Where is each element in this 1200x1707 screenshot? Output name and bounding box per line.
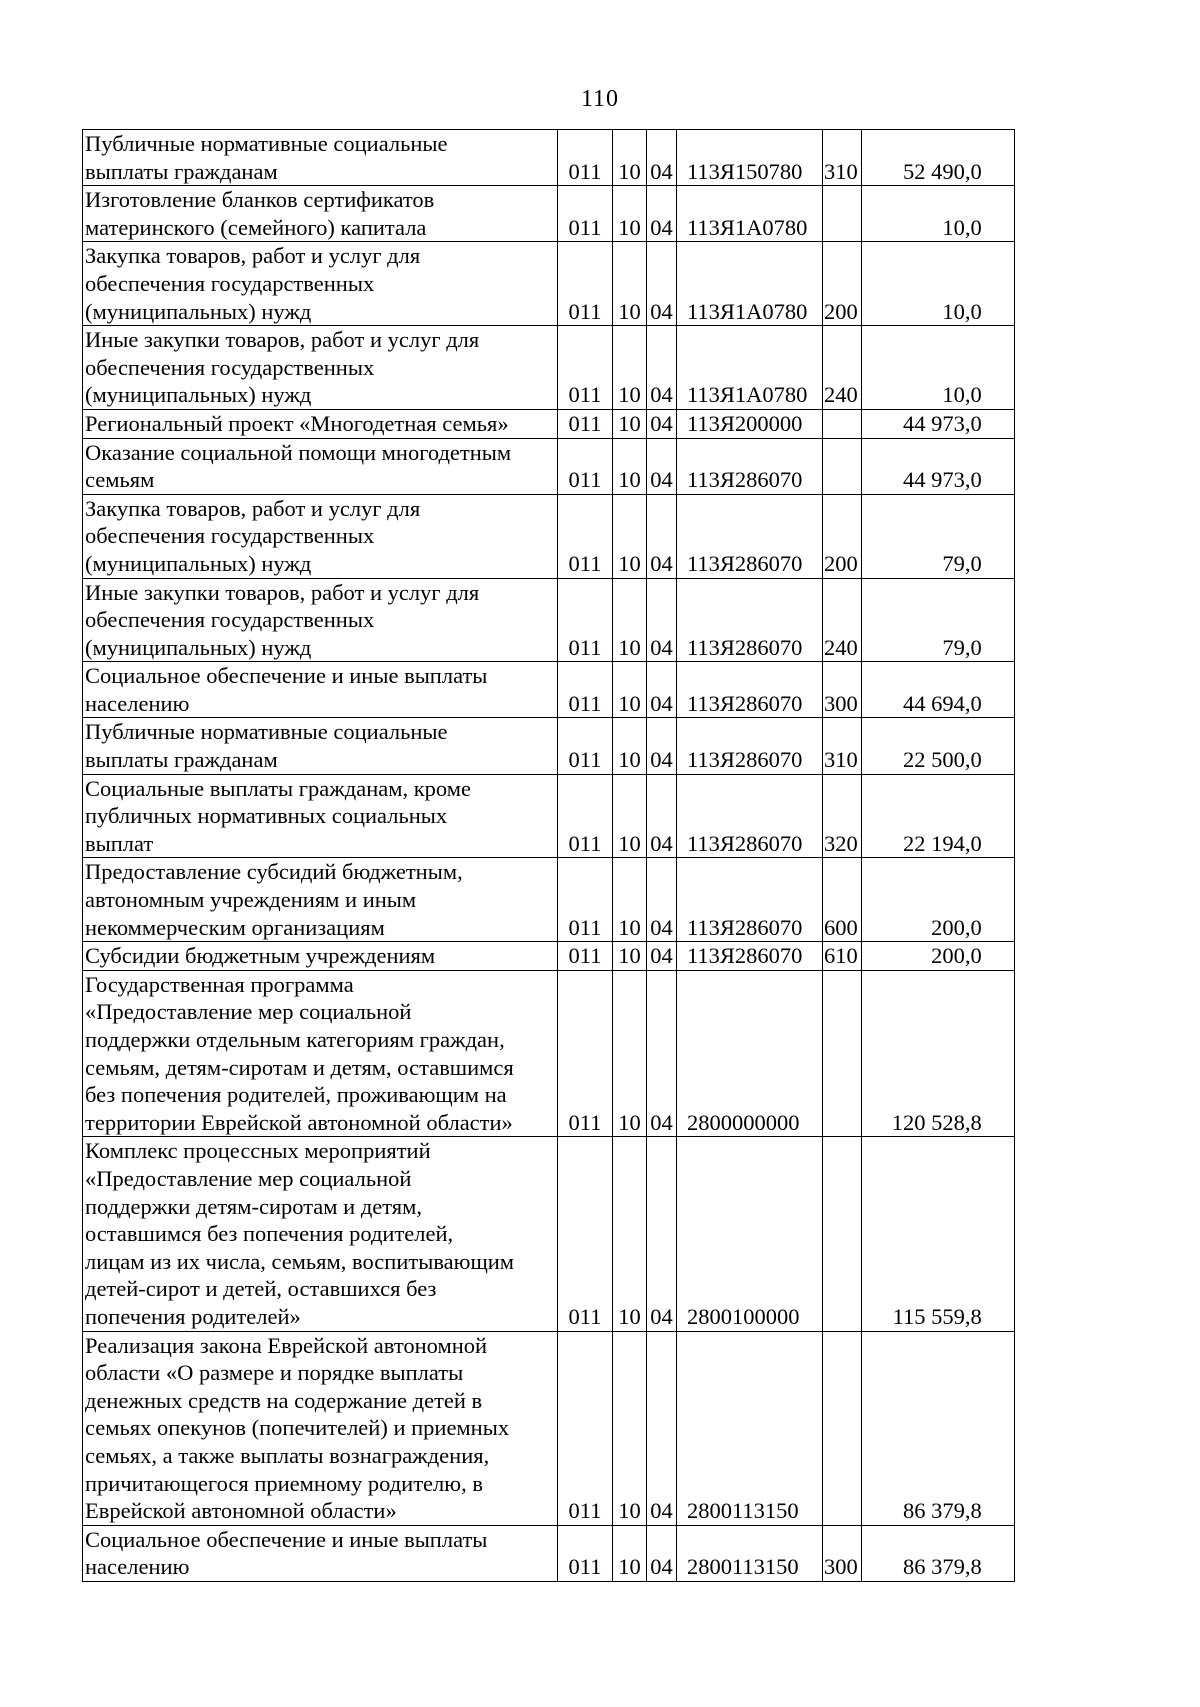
- row-name: Предоставление субсидий бюджетным, автономным учреждениям и иным некоммерческим организациям: [83, 858, 558, 942]
- row-section-code: 10: [613, 858, 647, 942]
- row-expense-type-code: [823, 409, 862, 438]
- row-section-code: 10: [613, 718, 647, 774]
- row-grbs-code: 011: [558, 970, 613, 1137]
- row-name: Иные закупки товаров, работ и услуг для обеспечения государственных (муниципальных) нужд: [83, 578, 558, 662]
- table-row: [83, 718, 1015, 774]
- row-section-code: 10: [613, 1525, 647, 1581]
- row-expense-type-code: 200: [823, 242, 862, 326]
- row-subsection-code: 04: [647, 578, 677, 662]
- row-name: Иные закупки товаров, работ и услуг для обеспечения государственных (муниципальных) нужд: [83, 326, 558, 410]
- row-section-code: 10: [613, 970, 647, 1137]
- row-expense-type-code: 240: [823, 578, 862, 662]
- row-subsection-code: 04: [647, 662, 677, 718]
- row-section-code: 10: [613, 774, 647, 858]
- row-name: Публичные нормативные социальные выплаты гражданам: [83, 718, 558, 774]
- row-name: Реализация закона Еврейской автономной области «О размере и порядке выплаты денежных средств на содержание детей в семьях опекунов (попечителей) и приемных семьях, а также выплаты вознаграждения, причитающегося приемному родителю, в Еврейской автономной области»: [83, 1331, 558, 1525]
- table-row: [83, 970, 1015, 1137]
- row-target-article-code: 113Я286070: [677, 718, 823, 774]
- table-row: [83, 662, 1015, 718]
- row-name: Публичные нормативные социальные выплаты гражданам: [83, 130, 558, 186]
- row-subsection-code: 04: [647, 858, 677, 942]
- row-amount: 200,0: [861, 858, 1014, 942]
- table-row: [83, 1137, 1015, 1331]
- row-subsection-code: 04: [647, 494, 677, 578]
- row-expense-type-code: [823, 1331, 862, 1525]
- table-row: [83, 774, 1015, 858]
- row-expense-type-code: 320: [823, 774, 862, 858]
- row-grbs-code: 011: [558, 942, 613, 971]
- row-target-article-code: 113Я1А0780: [677, 326, 823, 410]
- row-grbs-code: 011: [558, 1331, 613, 1525]
- row-section-code: 10: [613, 186, 647, 242]
- row-target-article-code: 113Я286070: [677, 578, 823, 662]
- row-name: Закупка товаров, работ и услуг для обеспечения государственных (муниципальных) нужд: [83, 242, 558, 326]
- row-section-code: 10: [613, 242, 647, 326]
- row-grbs-code: 011: [558, 1525, 613, 1581]
- row-amount: 200,0: [861, 942, 1014, 971]
- row-amount: 79,0: [861, 494, 1014, 578]
- row-amount: 44 694,0: [861, 662, 1014, 718]
- row-target-article-code: 113Я150780: [677, 130, 823, 186]
- row-grbs-code: 011: [558, 662, 613, 718]
- row-subsection-code: 04: [647, 130, 677, 186]
- row-section-code: 10: [613, 326, 647, 410]
- row-name: Социальное обеспечение и иные выплаты населению: [83, 1525, 558, 1581]
- row-grbs-code: 011: [558, 578, 613, 662]
- row-grbs-code: 011: [558, 718, 613, 774]
- row-amount: 10,0: [861, 186, 1014, 242]
- table-row: [83, 409, 1015, 438]
- row-expense-type-code: 600: [823, 858, 862, 942]
- row-amount: 120 528,8: [861, 970, 1014, 1137]
- row-amount: 115 559,8: [861, 1137, 1014, 1331]
- table-row: [83, 242, 1015, 326]
- table-row: [83, 186, 1015, 242]
- row-grbs-code: 011: [558, 774, 613, 858]
- row-amount: 22 500,0: [861, 718, 1014, 774]
- row-name: Комплекс процессных мероприятий «Предоставление мер социальной поддержки детям-сиротам и детям, оставшимся без попечения родителей, лицам из их числа, семьям, воспитывающим детей-сирот и детей, оставшихся без попечения родителей»: [83, 1137, 558, 1331]
- table-row: [83, 858, 1015, 942]
- row-section-code: 10: [613, 409, 647, 438]
- row-amount: 79,0: [861, 578, 1014, 662]
- row-target-article-code: 113Я1А0780: [677, 186, 823, 242]
- row-name: Социальное обеспечение и иные выплаты населению: [83, 662, 558, 718]
- row-name: Субсидии бюджетным учреждениям: [83, 942, 558, 971]
- row-amount: 44 973,0: [861, 438, 1014, 494]
- row-name: Изготовление бланков сертификатов материнского (семейного) капитала: [83, 186, 558, 242]
- row-expense-type-code: 300: [823, 1525, 862, 1581]
- row-section-code: 10: [613, 130, 647, 186]
- row-grbs-code: 011: [558, 242, 613, 326]
- row-grbs-code: 011: [558, 130, 613, 186]
- row-subsection-code: 04: [647, 409, 677, 438]
- row-subsection-code: 04: [647, 1331, 677, 1525]
- row-subsection-code: 04: [647, 718, 677, 774]
- row-grbs-code: 011: [558, 326, 613, 410]
- row-subsection-code: 04: [647, 242, 677, 326]
- row-expense-type-code: 300: [823, 662, 862, 718]
- row-target-article-code: 113Я286070: [677, 662, 823, 718]
- budget-table: [82, 129, 1015, 1582]
- table-row: [83, 1525, 1015, 1581]
- row-section-code: 10: [613, 578, 647, 662]
- row-subsection-code: 04: [647, 1525, 677, 1581]
- row-amount: 52 490,0: [861, 130, 1014, 186]
- row-target-article-code: 113Я286070: [677, 774, 823, 858]
- row-amount: 22 194,0: [861, 774, 1014, 858]
- row-section-code: 10: [613, 662, 647, 718]
- row-expense-type-code: 610: [823, 942, 862, 971]
- row-section-code: 10: [613, 942, 647, 971]
- row-target-article-code: 2800000000: [677, 970, 823, 1137]
- table-row: [83, 326, 1015, 410]
- row-subsection-code: 04: [647, 970, 677, 1137]
- row-grbs-code: 011: [558, 409, 613, 438]
- page-number: 110: [580, 86, 620, 112]
- row-target-article-code: 2800100000: [677, 1137, 823, 1331]
- row-amount: 86 379,8: [861, 1525, 1014, 1581]
- table-row: [83, 130, 1015, 186]
- row-expense-type-code: [823, 438, 862, 494]
- row-target-article-code: 2800113150: [677, 1525, 823, 1581]
- row-expense-type-code: 310: [823, 130, 862, 186]
- row-subsection-code: 04: [647, 438, 677, 494]
- row-target-article-code: 113Я286070: [677, 438, 823, 494]
- row-target-article-code: 113Я286070: [677, 494, 823, 578]
- row-expense-type-code: 310: [823, 718, 862, 774]
- row-grbs-code: 011: [558, 494, 613, 578]
- row-target-article-code: 113Я286070: [677, 858, 823, 942]
- row-subsection-code: 04: [647, 186, 677, 242]
- row-grbs-code: 011: [558, 858, 613, 942]
- row-name: Оказание социальной помощи многодетным семьям: [83, 438, 558, 494]
- table-row: [83, 494, 1015, 578]
- row-name: Государственная программа «Предоставление мер социальной поддержки отдельным категориям граждан, семьям, детям-сиротам и детям, оставшимся без попечения родителей, проживающим на территории Еврейской автономной области»: [83, 970, 558, 1137]
- row-amount: 10,0: [861, 242, 1014, 326]
- row-name: Социальные выплаты гражданам, кроме публичных нормативных социальных выплат: [83, 774, 558, 858]
- row-expense-type-code: [823, 1137, 862, 1331]
- table-row: [83, 578, 1015, 662]
- row-section-code: 10: [613, 1331, 647, 1525]
- row-amount: 44 973,0: [861, 409, 1014, 438]
- row-subsection-code: 04: [647, 326, 677, 410]
- row-expense-type-code: [823, 186, 862, 242]
- row-section-code: 10: [613, 1137, 647, 1331]
- budget-table-body: [83, 130, 1015, 1582]
- row-target-article-code: 113Я200000: [677, 409, 823, 438]
- table-row: [83, 438, 1015, 494]
- row-section-code: 10: [613, 494, 647, 578]
- row-grbs-code: 011: [558, 1137, 613, 1331]
- row-name: Региональный проект «Многодетная семья»: [83, 409, 558, 438]
- row-subsection-code: 04: [647, 774, 677, 858]
- table-row: [83, 942, 1015, 971]
- row-expense-type-code: 200: [823, 494, 862, 578]
- row-amount: 10,0: [861, 326, 1014, 410]
- row-target-article-code: 113Я286070: [677, 942, 823, 971]
- row-expense-type-code: 240: [823, 326, 862, 410]
- row-target-article-code: 113Я1А0780: [677, 242, 823, 326]
- row-amount: 86 379,8: [861, 1331, 1014, 1525]
- row-grbs-code: 011: [558, 186, 613, 242]
- row-subsection-code: 04: [647, 1137, 677, 1331]
- row-expense-type-code: [823, 970, 862, 1137]
- row-name: Закупка товаров, работ и услуг для обеспечения государственных (муниципальных) нужд: [83, 494, 558, 578]
- row-section-code: 10: [613, 438, 647, 494]
- table-row: [83, 1331, 1015, 1525]
- row-target-article-code: 2800113150: [677, 1331, 823, 1525]
- row-subsection-code: 04: [647, 942, 677, 971]
- row-grbs-code: 011: [558, 438, 613, 494]
